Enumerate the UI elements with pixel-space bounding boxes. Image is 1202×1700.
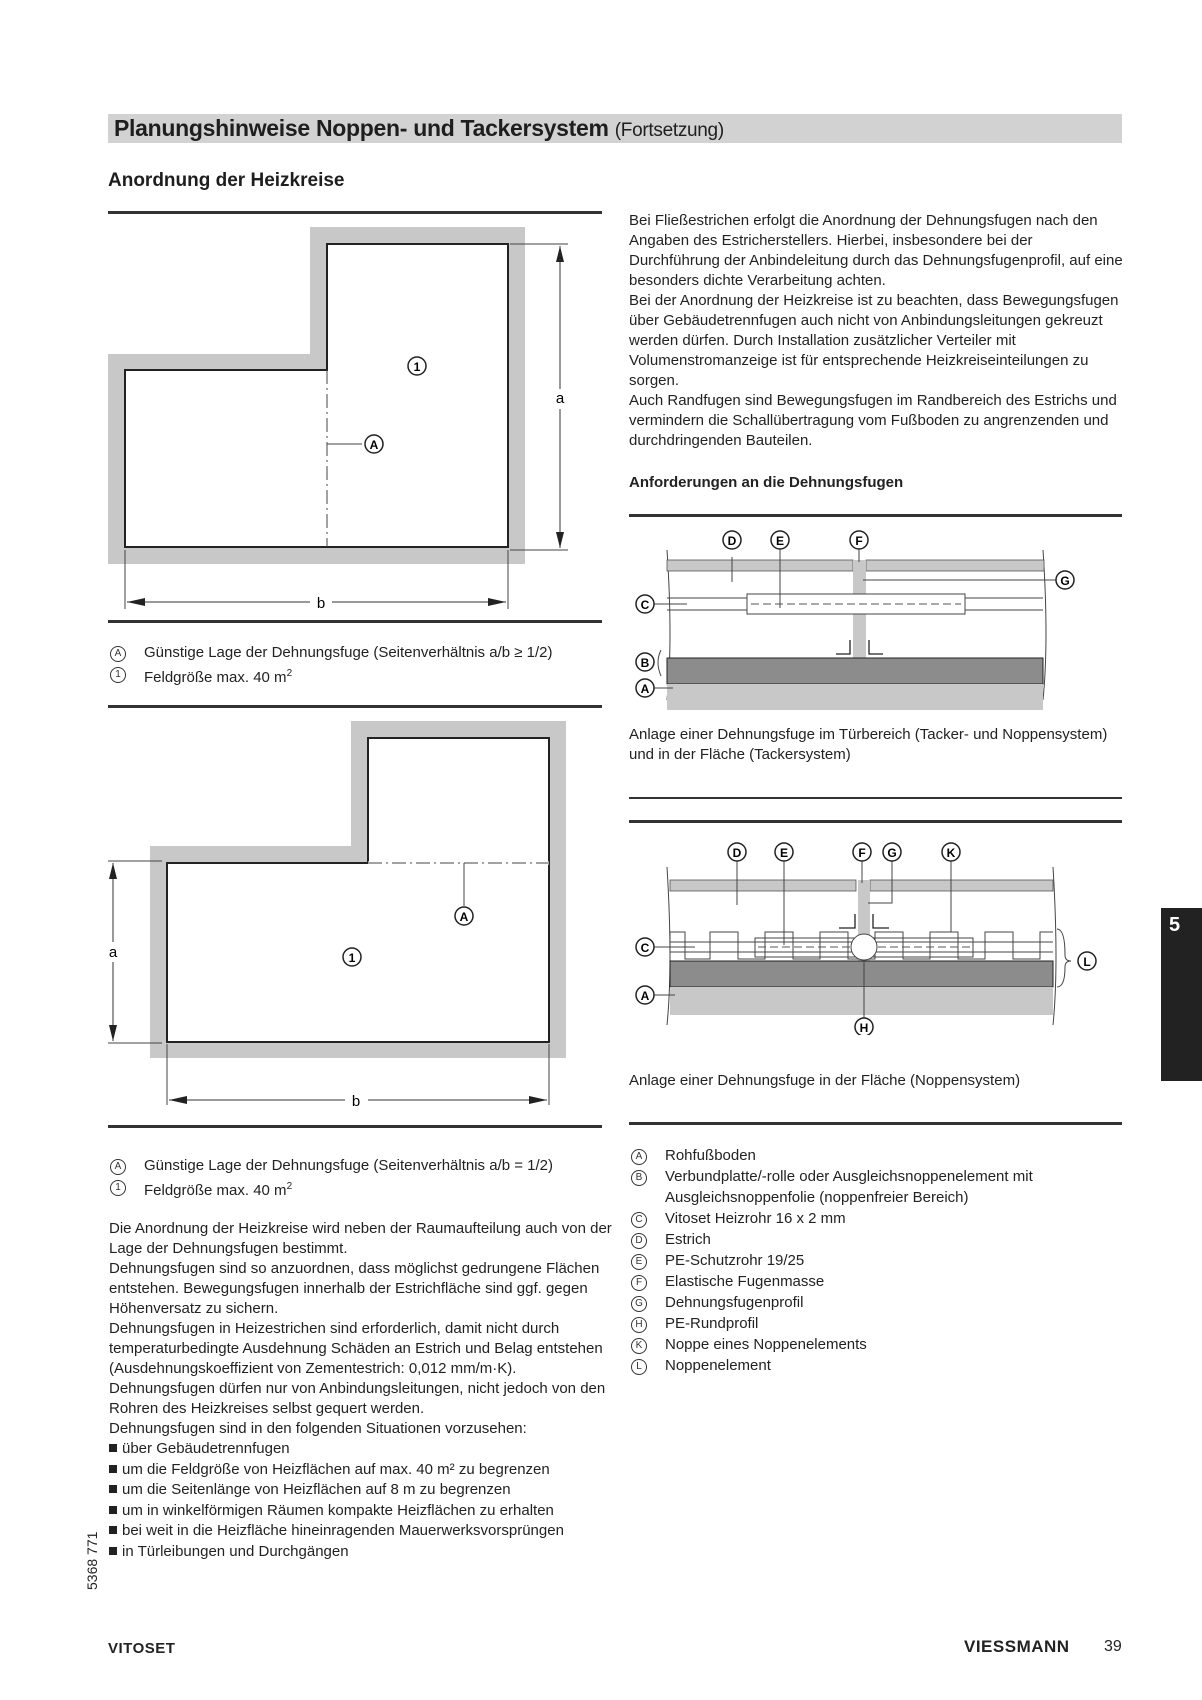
- callout-f: F: [858, 846, 866, 860]
- legend-item: [631, 1334, 1121, 1355]
- divider: [108, 1125, 602, 1128]
- key-badge: H: [631, 1317, 647, 1333]
- legend-item: [110, 663, 610, 688]
- legend-text: Noppenelement: [665, 1357, 771, 1374]
- divider: [629, 797, 1122, 799]
- divider: [629, 820, 1122, 823]
- callout-f: F: [855, 534, 863, 548]
- list-item: um die Seitenlänge von Heizflächen auf 8 m zu begrenzen: [109, 1480, 614, 1501]
- callout-l: L: [1083, 955, 1091, 969]
- divider: [629, 1122, 1122, 1125]
- legend-text: Estrich: [665, 1231, 711, 1248]
- legend-item: [631, 1250, 1121, 1271]
- page-title: [114, 115, 724, 142]
- callout-c: C: [640, 598, 650, 612]
- document-number: 5368 771: [84, 1531, 100, 1590]
- paragraph: Dehnungsfugen sind so anzuordnen, dass möglichst gedrungene Flächen entstehen. Bewegungsfugen innerhalb der Estrichfläche sind ggf. gegen Höhenversatz zu sichern.: [109, 1260, 600, 1317]
- superscript: 2: [286, 1181, 293, 1192]
- legend-text: Dehnungsfugenprofil: [665, 1294, 804, 1311]
- key-badge: G: [631, 1296, 647, 1312]
- cross-section-diagram-1: [625, 520, 1125, 710]
- superscript: 2: [286, 668, 293, 679]
- list-item: in Türleibungen und Durchgängen: [109, 1542, 614, 1563]
- key-badge: 1: [110, 1180, 126, 1196]
- legend-text: Verbundplatte/-rolle oder Ausgleichsnoppenelement mit Ausgleichsnoppenfolie (noppenfreier Bereich): [665, 1168, 1033, 1206]
- product-name: VITOSET: [108, 1640, 176, 1657]
- legend-item: [110, 642, 610, 663]
- key-badge: D: [631, 1233, 647, 1249]
- legend-item: [110, 1155, 610, 1176]
- title-text: Planungshinweise Noppen- und Tackersystem: [114, 115, 609, 141]
- callout-a: A: [640, 989, 650, 1003]
- legend-text: Elastische Fugenmasse: [665, 1273, 825, 1290]
- legend-item: [631, 1355, 1121, 1376]
- paragraph: Dehnungsfugen in Heizestrichen sind erforderlich, damit nicht durch temperaturbedingte Ausdehnung Schäden an Estrich und Belag entstehen (Ausdehnungskoeffizient von Zementestrich: 0,012 mm/m·K).: [109, 1320, 603, 1377]
- dimension-a-label: a: [555, 390, 565, 407]
- dimension-b-label: b: [316, 595, 326, 612]
- paragraph: Dehnungsfugen dürfen nur von Anbindungsleitungen, nicht jedoch von den Rohren des Heizkreises selbst gequert werden.: [109, 1380, 606, 1417]
- key-badge: E: [631, 1254, 647, 1270]
- legend-item: [110, 1176, 610, 1201]
- figure-caption: Anlage einer Dehnungsfuge in der Fläche (Noppensystem): [629, 1072, 1021, 1089]
- legend-text: PE-Schutzrohr 19/25: [665, 1252, 805, 1269]
- callout-e: E: [779, 846, 789, 860]
- callout-c: C: [640, 941, 650, 955]
- dimension-b-label: b: [351, 1093, 361, 1110]
- key-badge: F: [631, 1275, 647, 1291]
- subheading: Anforderungen an die Dehnungsfugen: [629, 474, 904, 491]
- figure-caption: Anlage einer Dehnungsfuge im Türbereich (Tacker- und Noppensystem) und in der Fläche (Tackersystem): [629, 726, 1108, 763]
- key-badge: A: [110, 646, 126, 662]
- divider: [108, 620, 602, 623]
- components-legend: [631, 1145, 1121, 1376]
- joint-label: A: [459, 910, 469, 924]
- legend-text: Feldgröße max. 40 m: [144, 1182, 287, 1199]
- key-badge: K: [631, 1338, 647, 1354]
- legend-text: PE-Rundprofil: [665, 1315, 759, 1332]
- list-item: über Gebäudetrennfugen: [109, 1439, 614, 1460]
- legend-item: [631, 1313, 1121, 1334]
- title-suffix: (Fortsetzung): [614, 120, 724, 141]
- legend-text: Noppe eines Noppenelements: [665, 1336, 867, 1353]
- legend-text: Rohfußboden: [665, 1147, 756, 1164]
- brand-logo: VIESSMANN: [964, 1637, 1070, 1656]
- paragraph: Bei Fließestrichen erfolgt die Anordnung der Dehnungsfugen nach den Angaben des Estricherstellers. Hierbei, insbesondere bei der Durchführung der Anbindeleitung durch das Dehnungsfugenprofil, auf eine besonders dichte Verarbeitung achten.: [629, 212, 1123, 289]
- callout-h: H: [859, 1021, 869, 1035]
- legend-item: [631, 1271, 1121, 1292]
- list-item: um die Feldgröße von Heizflächen auf max. 40 m² zu begrenzen: [109, 1460, 614, 1481]
- divider: [629, 514, 1122, 517]
- callout-g: G: [1060, 574, 1070, 588]
- callout-d: D: [727, 534, 737, 548]
- situations-list: [109, 1439, 614, 1562]
- floor-plan-diagram-1: [100, 214, 610, 614]
- key-badge: A: [631, 1149, 647, 1165]
- paragraph: Dehnungsfugen sind in den folgenden Situationen vorzusehen:: [109, 1420, 527, 1437]
- left-body-text: [109, 1219, 614, 1562]
- callout-d: D: [732, 846, 742, 860]
- floor-plan-diagram-2: [100, 710, 610, 1120]
- key-badge: L: [631, 1359, 647, 1375]
- chapter-tab[interactable]: [1161, 908, 1202, 1081]
- divider: [108, 705, 602, 708]
- legend-diagram-2: [110, 1155, 610, 1201]
- callout-e: E: [775, 534, 785, 548]
- paragraph: Bei der Anordnung der Heizkreise ist zu beachten, dass Bewegungsfugen über Gebäudetrennfugen auch nicht von Anbindungsleitungen gekreuzt werden dürfen. Durch Installation zusätzlicher Verteiler mit Volumenstromanzeige ist für entsprechende Heizkreiseinteilungen zu sorgen.: [629, 292, 1119, 389]
- key-badge: B: [631, 1170, 647, 1186]
- legend-item: [631, 1208, 1121, 1229]
- cross-section-diagram-2: [625, 825, 1125, 1035]
- legend-text: Günstige Lage der Dehnungsfuge (Seitenverhältnis a/b = 1/2): [144, 1157, 554, 1174]
- legend-text: Vitoset Heizrohr 16 x 2 mm: [665, 1210, 846, 1227]
- paragraph: Auch Randfugen sind Bewegungsfugen im Randbereich des Estrichs und vermindern die Schallübertragung vom Fußboden zu angrenzenden und durchdringenden Bauteilen.: [629, 392, 1117, 449]
- legend-item: [631, 1145, 1121, 1166]
- section-title: Anordnung der Heizkreise: [108, 170, 345, 191]
- list-item: bei weit in die Heizfläche hineinragenden Mauerwerksvorsprüngen: [109, 1521, 614, 1542]
- field-label: 1: [413, 360, 421, 374]
- list-item: um in winkelförmigen Räumen kompakte Heizflächen zu erhalten: [109, 1501, 614, 1522]
- chapter-number: 5: [1169, 914, 1181, 936]
- callout-g: G: [887, 846, 897, 860]
- right-body-text: [629, 211, 1124, 451]
- legend-item: [631, 1292, 1121, 1313]
- page-number: 39: [1104, 1638, 1122, 1655]
- key-badge: C: [631, 1212, 647, 1228]
- callout-b: B: [640, 656, 650, 670]
- legend-text: Feldgröße max. 40 m: [144, 669, 287, 686]
- callout-a: A: [640, 682, 650, 696]
- callout-k: K: [946, 846, 956, 860]
- page-title-bar: [108, 114, 1122, 143]
- key-badge: A: [110, 1159, 126, 1175]
- legend-text: Günstige Lage der Dehnungsfuge (Seitenverhältnis a/b ≥ 1/2): [144, 644, 553, 661]
- legend-item: [631, 1166, 1121, 1208]
- field-label: 1: [348, 951, 356, 965]
- paragraph: Die Anordnung der Heizkreise wird neben der Raumaufteilung auch von der Lage der Dehnungsfugen bestimmt.: [109, 1220, 612, 1257]
- joint-label: A: [369, 438, 379, 452]
- key-badge: 1: [110, 667, 126, 683]
- legend-item: [631, 1229, 1121, 1250]
- legend-diagram-1: [110, 642, 610, 688]
- dimension-a-label: a: [108, 944, 118, 961]
